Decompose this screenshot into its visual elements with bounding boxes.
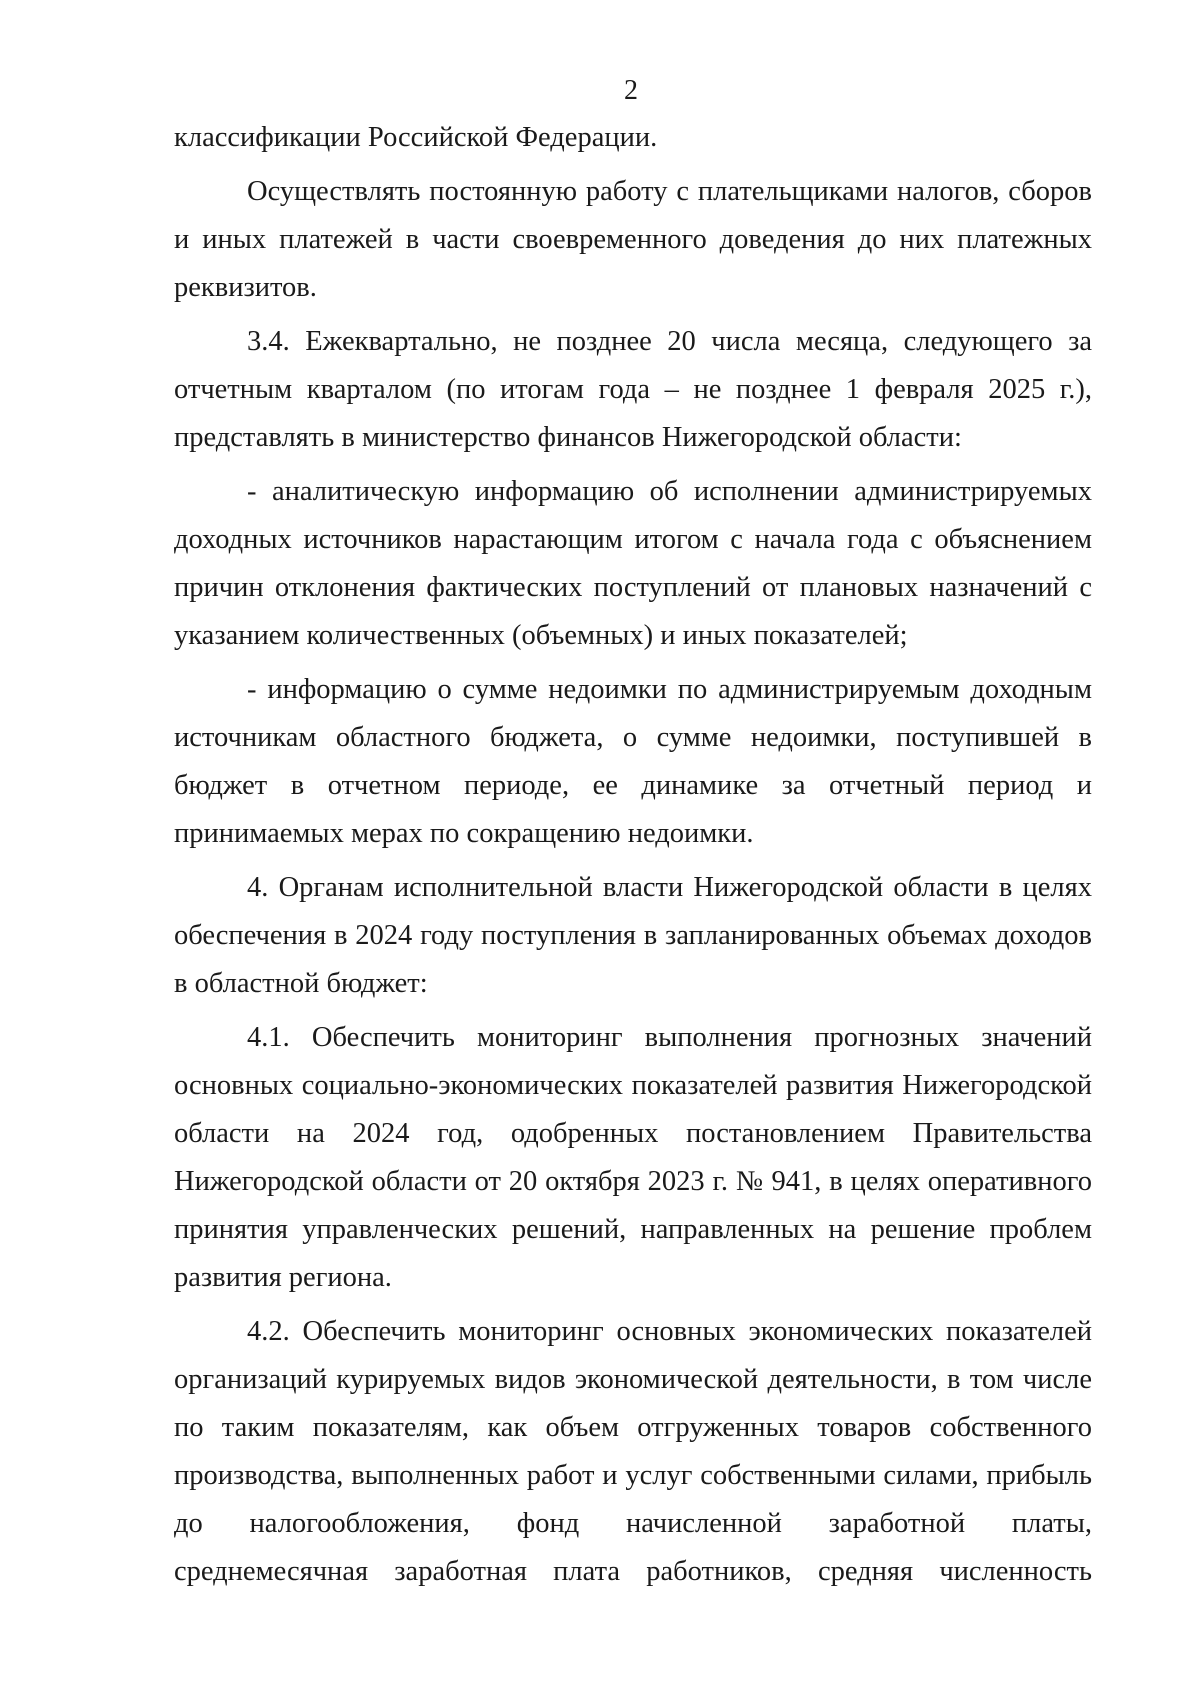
document-body: [174, 114, 1092, 1596]
paragraph-taxpayer-work: Осуществлять постоянную работу с плательщиками налогов, сборов и иных платежей в части своевременного доведения до них платежных реквизитов.: [174, 176, 1092, 303]
paragraph-continuation: классификации Российской Федерации.: [174, 122, 658, 153]
paragraph-item-4: 4. Органам исполнительной власти Нижегородской области в целях обеспечения в 2024 году поступления в запланированных объемах доходов в областной бюджет:: [174, 872, 1092, 999]
paragraph-item-3-4: 3.4. Ежеквартально, не позднее 20 числа месяца, следующего за отчетным кварталом (по итогам года – не позднее 1 февраля 2025 г.), представлять в министерство финансов Нижегородской области:: [174, 326, 1092, 453]
paragraph-item-4-2: 4.2. Обеспечить мониторинг основных экономических показателей организаций курируемых видов экономической деятельности, в том числе по таким показателям, как объем отгруженных товаров собственного производства, выполненных работ и услуг собственными силами, прибыль до налогообложения, фонд начисленной заработной платы, среднемесячная заработная плата работников, средняя численность: [174, 1316, 1092, 1587]
paragraph-analytical-info: - аналитическую информацию об исполнении администрируемых доходных источников нарастающим итогом с начала года с объяснением причин отклонения фактических поступлений от плановых назначений с указанием количественных (объемных) и иных показателей;: [174, 476, 1092, 651]
page-number: 2: [624, 75, 638, 106]
paragraph-arrears-info: - информацию о сумме недоимки по администрируемым доходным источникам областного бюджета, о сумме недоимки, поступившей в бюджет в отчетном периоде, ее динамике за отчетный период и принимаемых мерах по сокращению недоимки.: [174, 674, 1092, 849]
paragraph-item-4-1: 4.1. Обеспечить мониторинг выполнения прогнозных значений основных социально-экономических показателей развития Нижегородской области на 2024 год, одобренных постановлением Правительства Нижегородской области от 20 октября 2023 г. № 941, в целях оперативного принятия управленческих решений, направленных на решение проблем развития региона.: [174, 1022, 1092, 1293]
